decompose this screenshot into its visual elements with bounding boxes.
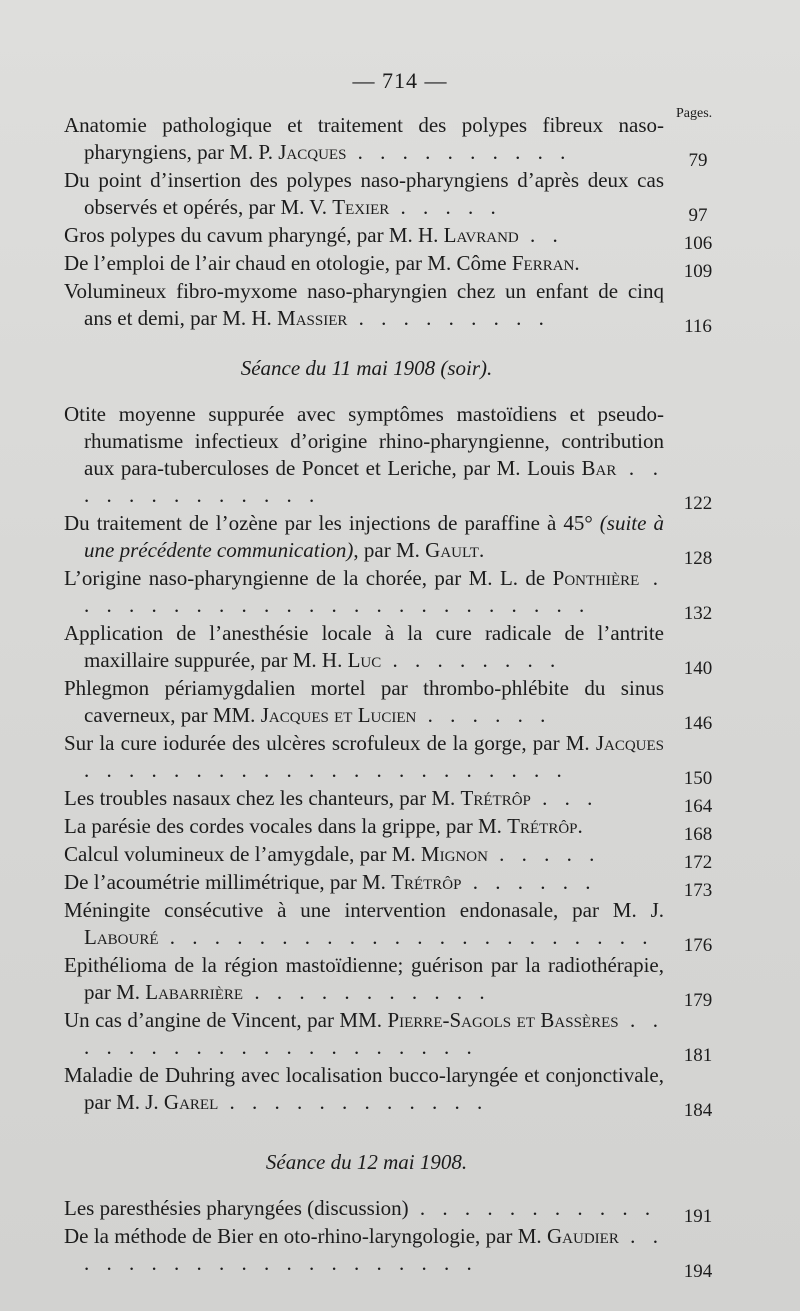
toc-entry: De la méthode de Bier en oto-rhino-laryngologie, par M. Gaudier . . . . . . . . . . . . . . . . . . . . 194: [64, 1223, 729, 1277]
entry-page-number: 173: [683, 880, 713, 901]
page-number-header: — 714 —: [352, 68, 448, 93]
toc-entry: De l’acoumétrie millimétrique, par M. Trétrôp . . . . . . 173: [64, 869, 729, 896]
entry-author: Ferran: [511, 251, 575, 275]
entry-author: Garel: [163, 1090, 219, 1114]
toc-group-1: [64, 112, 729, 337]
toc-group-3: [64, 1195, 729, 1282]
toc-entry: Gros polypes du cavum pharyngé, par M. H. Lavrand . . 106: [64, 222, 729, 249]
toc-entry: Les paresthésies pharyngées (discussion) . . . . . . . . . . . 191: [64, 1195, 729, 1222]
toc-entry: Maladie de Duhring avec localisation bucco-laryngée et conjonctivale, par M. J. Garel . . . . . . . . . . . . 184: [64, 1062, 729, 1116]
toc-group-2: [64, 401, 729, 1121]
toc-entry: Du point d’insertion des polypes naso-pharyngiens d’après deux cas observés et opérés, par M. V. Texier . . . . . 97: [64, 167, 729, 221]
entry-page-number: 132: [683, 603, 713, 624]
entry-page-number: 168: [683, 824, 713, 845]
entry-page-number: 184: [683, 1100, 713, 1121]
entry-page-number: 128: [683, 548, 713, 569]
table-of-contents: [64, 112, 729, 1282]
entry-author: Luc: [347, 648, 382, 672]
entry-author: Texier: [332, 195, 390, 219]
entry-author: Pierre-Sagols et Bassères: [387, 1008, 619, 1032]
section-heading-1: Séance du 11 mai 1908 (soir).: [240, 356, 493, 380]
entry-author: Gault: [425, 538, 479, 562]
entry-page-number: 194: [683, 1261, 713, 1282]
entry-page-number: 116: [684, 316, 712, 337]
entry-author: Ponthière: [552, 566, 640, 590]
toc-entry: Calcul volumineux de l’amygdale, par M. Mignon . . . . . 172: [64, 841, 729, 868]
entry-page-number: 140: [683, 658, 713, 679]
toc-entry: L’origine naso-pharyngienne de la chorée, par M. L. de Ponthière . . . . . . . . . . . . . . . . . . . . . . . . 132: [64, 565, 729, 619]
entry-page-number: 109: [683, 261, 713, 282]
entry-page-number: 150: [683, 768, 713, 789]
entry-page-number: 122: [683, 493, 713, 514]
toc-entry: Anatomie pathologique et traitement des polypes fibreux naso-pharyngiens, par M. P. Jacques . . . . . . . . . . 79: [64, 112, 729, 166]
toc-entry: La parésie des cordes vocales dans la grippe, par M. Trétrôp. 168: [64, 813, 729, 840]
toc-entry: De l’emploi de l’air chaud en otologie, par M. Côme Ferran. 109: [64, 250, 729, 277]
entry-page-number: 146: [683, 713, 713, 734]
toc-entry: Sur la cure iodurée des ulcères scrofuleux de la gorge, par M. Jacques . . . . . . . . . . . . . . . . . . . . . . 150: [64, 730, 729, 784]
pages-column-label: Pages.: [676, 106, 713, 121]
entry-author: Trétrôp: [460, 786, 531, 810]
entry-page-number: 181: [683, 1045, 713, 1066]
toc-entry: Phlegmon périamygdalien mortel par thrombo-phlébite du sinus caverneux, par MM. Jacques et Lucien . . . . . . 146: [64, 675, 729, 729]
entry-page-number: 179: [683, 990, 713, 1011]
entry-page-number: 172: [683, 852, 713, 873]
toc-entry: Otite moyenne suppurée avec symptômes mastoïdiens et pseudo-rhumatisme infectieux d’origine rhino-pharyngienne, contribution aux para-tuberculoses de Poncet et Leriche, par M. Louis Bar . . . . . . . . . . . . . 122: [64, 401, 729, 509]
entry-author: Lavrand: [443, 223, 519, 247]
entry-author: Trétrôp: [507, 814, 578, 838]
entry-author: Bar: [581, 456, 617, 480]
entry-page-number: 164: [683, 796, 713, 817]
entry-page-number: 79: [688, 150, 708, 171]
toc-entry: Epithélioma de la région mastoïdienne; guérison par la radiothérapie, par M. Labarrière . . . . . . . . . . . 179: [64, 952, 729, 1006]
entry-author: Gaudier: [547, 1224, 619, 1248]
entry-author: Trétrôp: [391, 870, 462, 894]
entry-author: Jacques: [595, 731, 664, 755]
toc-entry: Les troubles nasaux chez les chanteurs, par M. Trétrôp . . . 164: [64, 785, 729, 812]
toc-entry: Application de l’anesthésie locale à la cure radicale de l’antrite maxillaire suppurée, par M. H. Luc . . . . . . . . 140: [64, 620, 729, 674]
section-heading-2: Séance du 12 mai 1908.: [265, 1150, 468, 1174]
toc-entry: Méningite consécutive à une intervention endonasale, par M. J. Labouré . . . . . . . . . . . . . . . . . . . . . . 176: [64, 897, 729, 951]
toc-entry: Volumineux fibro-myxome naso-pharyngien chez un enfant de cinq ans et demi, par M. H. Massier . . . . . . . . . 116: [64, 278, 729, 332]
entry-author: Jacques et Lucien: [260, 703, 417, 727]
entry-author: Labouré: [84, 925, 159, 949]
entry-page-number: 191: [683, 1206, 713, 1227]
entry-page-number: 176: [683, 935, 713, 956]
toc-entry: Du traitement de l’ozène par les injections de paraffine à 45° (suite à une précédente communication), par M. Gault. 128: [64, 510, 729, 564]
entry-author: Massier: [277, 306, 348, 330]
toc-entry: Un cas d’angine de Vincent, par MM. Pierre-Sagols et Bassères . . . . . . . . . . . . . . . . . . . . 181: [64, 1007, 729, 1061]
entry-author: Labarrière: [145, 980, 244, 1004]
entry-author: Mignon: [420, 842, 488, 866]
entry-page-number: 97: [688, 205, 708, 226]
entry-author: Jacques: [278, 140, 347, 164]
entry-page-number: 106: [683, 233, 713, 254]
